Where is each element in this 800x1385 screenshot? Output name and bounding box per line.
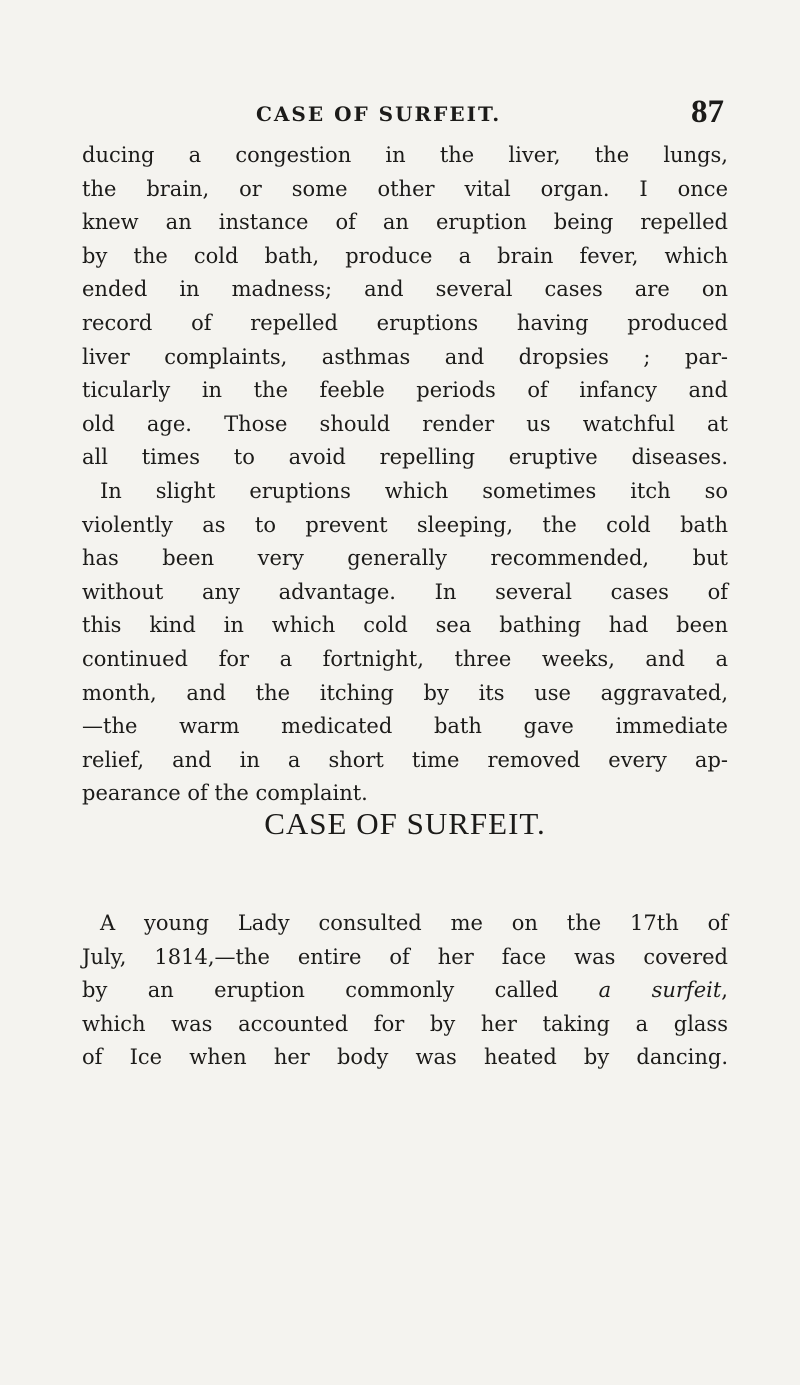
text-line: relief, and in a short time removed every ap- (82, 747, 728, 772)
text-line: all times to avoid repelling eruptive diseases. (82, 445, 728, 470)
text-line: In slight eruptions which sometimes itch so (100, 478, 728, 503)
text-line: old age. Those should render us watchful at (82, 411, 728, 436)
section-heading: CASE OF SURFEIT. (264, 806, 546, 841)
text-line: has been very generally recommended, but (82, 546, 728, 571)
text-line: ended in madness; and several cases are on (82, 277, 728, 302)
text-line: by the cold bath, produce a brain fever, which (82, 243, 728, 268)
text-line: continued for a fortnight, three weeks, and a (82, 646, 728, 671)
text-line: the brain, or some other vital organ. I once (82, 176, 728, 201)
text-line-with-italic (82, 974, 728, 1008)
text-line: this kind in which cold sea bathing had been (82, 613, 728, 638)
paragraph-continued (82, 139, 728, 811)
running-head (82, 92, 732, 132)
text-line: violently as to prevent sleeping, the cold bath (82, 512, 728, 537)
text-segment: , (721, 978, 728, 1003)
running-title: CASE OF SURFEIT. (256, 102, 502, 126)
text-line: knew an instance of an eruption being repelled (82, 210, 728, 235)
text-line: —the warm medicated bath gave immediate (82, 714, 728, 739)
text-line: of Ice when her body was heated by dancing. (82, 1045, 728, 1070)
text-line: ticularly in the feeble periods of infancy and (82, 378, 728, 403)
text-segment: by an eruption commonly called (82, 978, 599, 1003)
paragraph-case (82, 907, 728, 1075)
text-line: which was accounted for by her taking a glass (82, 1011, 728, 1036)
text-line: month, and the itching by its use aggravated, (82, 680, 728, 705)
text-line: pearance of the complaint. (82, 781, 368, 806)
page-number: 87 (691, 94, 724, 130)
italic-term: a surfeit (598, 978, 722, 1003)
text-line: A young Lady consulted me on the 17th of (100, 911, 728, 935)
text-line: without any advantage. In several cases of (82, 579, 728, 604)
text-line: liver complaints, asthmas and dropsies ; par- (82, 344, 728, 369)
text-line: record of repelled eruptions having produced (82, 310, 728, 335)
text-line: ducing a congestion in the liver, the lungs, (82, 143, 728, 167)
text-line: July, 1814,—the entire of her face was covered (82, 944, 728, 969)
